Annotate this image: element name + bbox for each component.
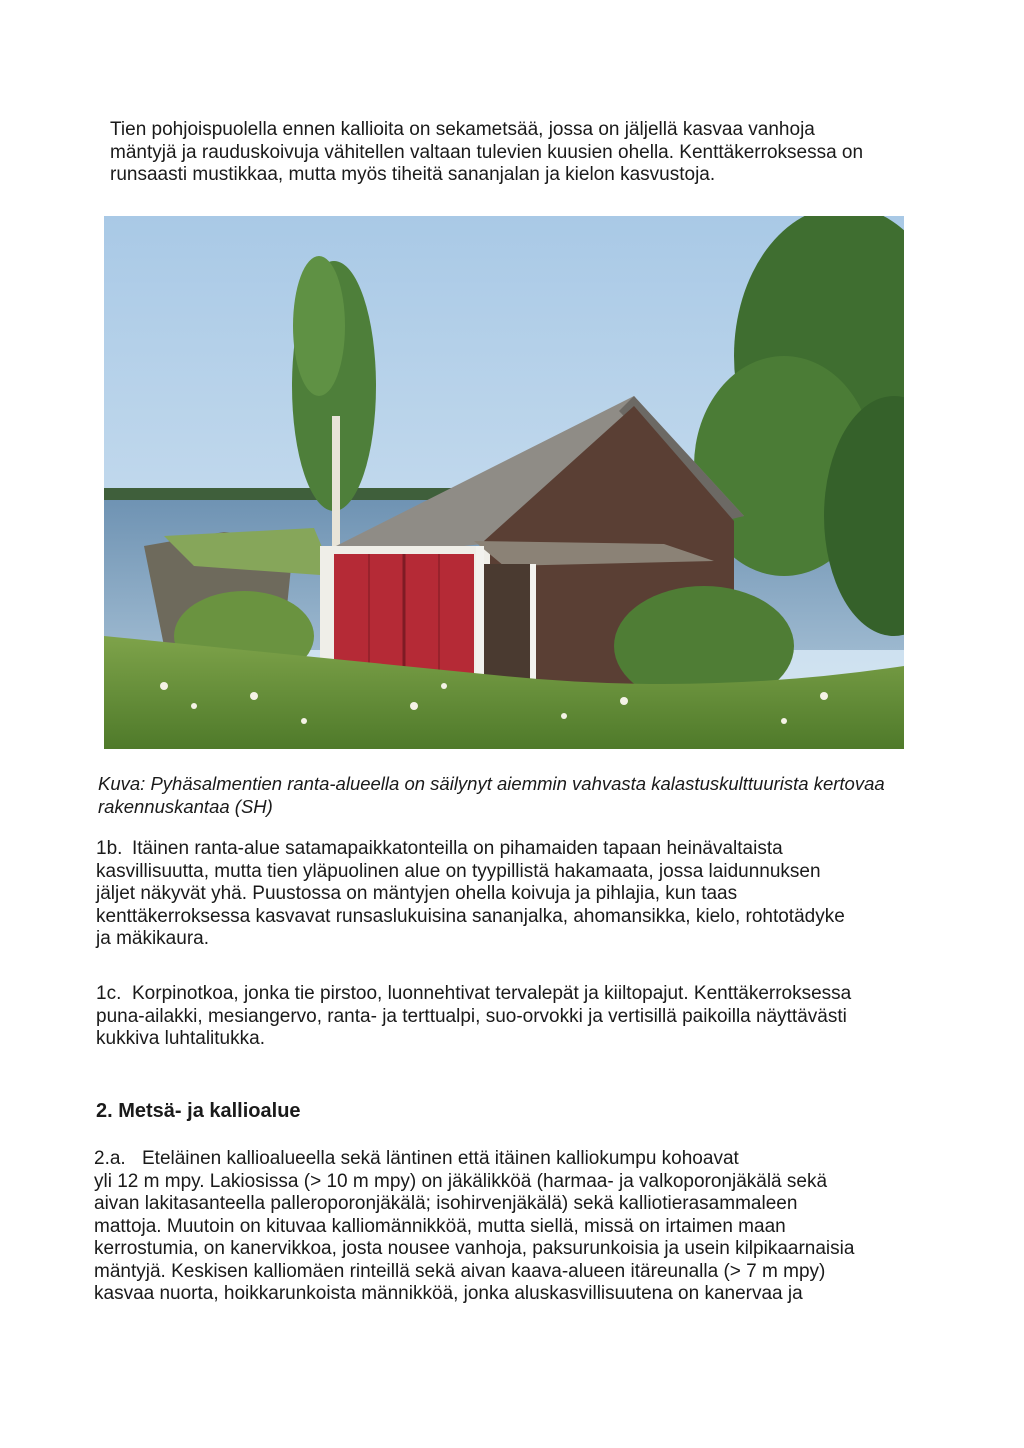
- section-2a-line: kasvaa nuorta, hoikkarunkoista männikköä, jonka aluskasvillisuutena on kanervaa ja: [94, 1283, 803, 1304]
- section-1b-first-line: [96, 838, 845, 861]
- section-2a-line: mattoja. Muutoin on kituvaa kalliomännikköä, mutta siellä, missä on irtaimen maan: [94, 1215, 786, 1237]
- section-2a-paragraph: [94, 1148, 854, 1306]
- intro-line: runsaasti mustikkaa, mutta myös tiheitä sananjalan ja kielon kasvustoja.: [110, 164, 716, 185]
- intro-paragraph: [110, 119, 863, 187]
- section-1b-number: 1b.: [96, 838, 123, 859]
- section-2a-first-line: [94, 1148, 854, 1171]
- section-2a-line: mäntyjä. Keskisen kalliomäen rinteillä sekä aivan kaava-alueen itäreunalla (> 7 m mpy): [94, 1260, 826, 1282]
- caption-line: Kuva: Pyhäsalmentien ranta-alueella on säilynyt aiemmin vahvasta kalastuskulttuurista kertovaa: [98, 773, 885, 794]
- section-1c-line: puna-ailakki, mesiangervo, ranta- ja terttualpi, suo-orvokki ja vertisillä paikoilla näyttävästi: [96, 1005, 847, 1027]
- section-1b-line: kasvillisuutta, mutta tien yläpuolinen alue on tyypillistä hakamaata, jossa laidunnuksen: [96, 860, 821, 882]
- section-2a-line: Eteläinen kallioalueella sekä läntinen että itäinen kalliokumpu kohoavat: [142, 1148, 739, 1169]
- section-2a-line: kerrostumia, on kanervikkoa, josta nousee vanhoja, paksurunkoisia ja usein kilpikaarnaisia: [94, 1238, 855, 1259]
- section-2a-number: 2.a.: [94, 1148, 126, 1169]
- boathouse-photo-illustration: [104, 216, 904, 749]
- photo-caption: [98, 772, 885, 818]
- section-2a-line: yli 12 m mpy. Lakiosissa (> 10 m mpy) on jäkälikköä (harmaa- ja valkoporonjäkälä sekä: [94, 1170, 828, 1192]
- section-2-heading: 2. Metsä- ja kallioalue: [96, 1100, 301, 1122]
- section-1b-paragraph: [96, 838, 845, 951]
- section-1c-paragraph: [96, 983, 851, 1051]
- intro-line: mäntyjä ja rauduskoivuja vähitellen valtaan tulevien kuusien ohella. Kenttäkerroksessa on: [110, 141, 864, 163]
- section-1b-line: kenttäkerroksessa kasvavat runsaslukuisina sananjalka, ahomansikka, kielo, rohtotädyke: [96, 905, 845, 927]
- section-1b-line: jäljet näkyvät yhä. Puustossa on mäntyjen ohella koivuja ja pihlajia, kun taas: [96, 883, 738, 904]
- section-1c-number: 1c.: [96, 983, 122, 1004]
- intro-line: Tien pohjoispuolella ennen kallioita on sekametsää, jossa on jäljellä kasvaa vanhoja: [110, 119, 815, 140]
- section-1c-first-line: [96, 983, 851, 1006]
- caption-line: rakennuskantaa (SH): [98, 796, 273, 817]
- section-2a-line: aivan lakitasanteella palleroporonjäkälä; isohirvenjäkälä) sekä kalliotierasammaleen: [94, 1193, 798, 1214]
- section-1c-line: Korpinotkoa, jonka tie pirstoo, luonnehtivat tervalepät ja kiiltopajut. Kenttäkerroksessa: [132, 983, 852, 1004]
- section-1b-line: ja mäkikaura.: [96, 928, 209, 949]
- section-1c-line: kukkiva luhtalitukka.: [96, 1028, 265, 1049]
- section-1b-line: Itäinen ranta-alue satamapaikkatonteilla on pihamaiden tapaan heinävaltaista: [132, 838, 783, 859]
- boathouse-photo: [104, 216, 904, 749]
